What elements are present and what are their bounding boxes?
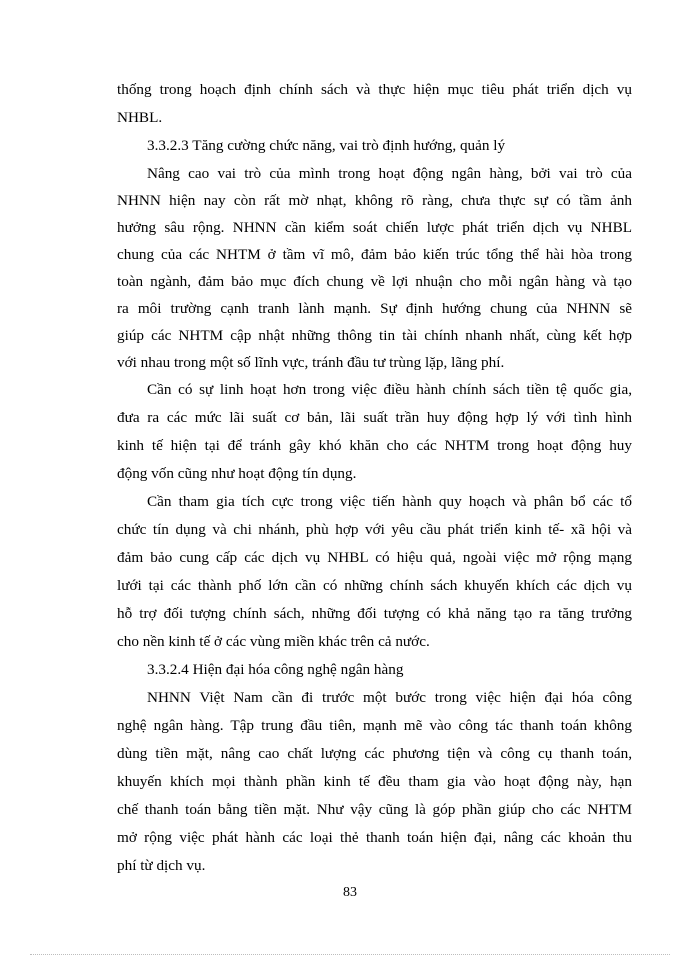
text-line: Cần tham gia tích cực trong việc tiến hành quy hoạch và phân bổ các tổ	[147, 493, 632, 510]
text-line: nghệ ngân hàng. Tập trung đầu tiên, mạnh mẽ vào công tác thanh toán không	[117, 717, 632, 734]
text-line: NHBL.	[117, 109, 163, 126]
text-line: mở rộng việc phát hành các loại thẻ thanh toán hiện đại, nâng các khoản thu	[117, 829, 632, 846]
text-line: đưa ra các mức lãi suất cơ bản, lãi suất trần huy động hợp lý với tình hình	[117, 409, 632, 426]
text-line: cho nền kinh tế ở các vùng miền khác trên cả nước.	[117, 633, 430, 650]
text-line: Cần có sự linh hoạt hơn trong việc điều hành chính sách tiền tệ quốc gia,	[147, 381, 632, 398]
text-line: toàn ngành, đảm bảo mục đích chung về lợi nhuận cho mỗi ngân hàng và tạo	[117, 273, 632, 290]
text-line: hỗ trợ đối tượng chính sách, những đối tượng có khả năng tạo ra tăng trưởng	[117, 605, 632, 622]
text-line: động vốn cũng như hoạt động tín dụng.	[117, 465, 357, 482]
text-line: kinh tế hiện tại để tránh gây khó khăn cho các NHTM trong hoạt động huy	[117, 437, 632, 454]
text-line: chung của các NHTM ở tầm vĩ mô, đảm bảo kiến trúc tổng thể hài hòa trong	[117, 246, 632, 263]
section-heading: 3.3.2.4 Hiện đại hóa công nghệ ngân hàng	[147, 661, 404, 678]
section-heading: 3.3.2.3 Tăng cường chức năng, vai trò định hướng, quản lý	[147, 137, 506, 154]
text-line: khuyến khích mọi thành phần kinh tế đều tham gia vào hoạt động này, hạn	[117, 773, 632, 790]
text-line: hưởng sâu rộng. NHNN cần kiểm soát chiến lược phát triển dịch vụ NHBL	[117, 219, 632, 236]
text-line: thống trong hoạch định chính sách và thực hiện mục tiêu phát triển dịch vụ	[117, 81, 632, 98]
text-line: Nâng cao vai trò của mình trong hoạt động ngân hàng, bởi vai trò của	[147, 165, 632, 182]
text-line: giúp các NHTM cập nhật những thông tin tài chính nhanh nhất, cùng kết hợp	[117, 327, 632, 344]
page-bottom-rule	[30, 954, 670, 955]
text-line: với nhau trong một số lĩnh vực, tránh đầu tư trùng lặp, lãng phí.	[117, 354, 505, 371]
text-line: lưới tại các thành phố lớn cần có những chính sách khuyến khích các dịch vụ	[117, 577, 632, 594]
page-number: 83	[343, 885, 357, 900]
text-line: chế thanh toán bằng tiền mặt. Như vậy cũng là góp phần giúp cho các NHTM	[117, 801, 632, 818]
text-line: ra môi trường cạnh tranh lành mạnh. Sự định hướng chung của NHNN sẽ	[117, 300, 632, 317]
text-line: dùng tiền mặt, nâng cao chất lượng các phương tiện và công cụ thanh toán,	[117, 745, 632, 762]
text-line: đảm bảo cung cấp các dịch vụ NHBL có hiệu quả, ngoài việc mở rộng mạng	[117, 549, 632, 566]
text-line: phí từ dịch vụ.	[117, 857, 206, 874]
text-line: chức tín dụng và chi nhánh, phù hợp với yêu cầu phát triển kinh tế- xã hội và	[117, 521, 632, 538]
text-line: NHNN Việt Nam cần đi trước một bước trong việc hiện đại hóa công	[147, 689, 632, 706]
text-line: NHNN hiện nay còn rất mờ nhạt, không rõ ràng, chưa thực sự có tầm ảnh	[117, 192, 632, 209]
